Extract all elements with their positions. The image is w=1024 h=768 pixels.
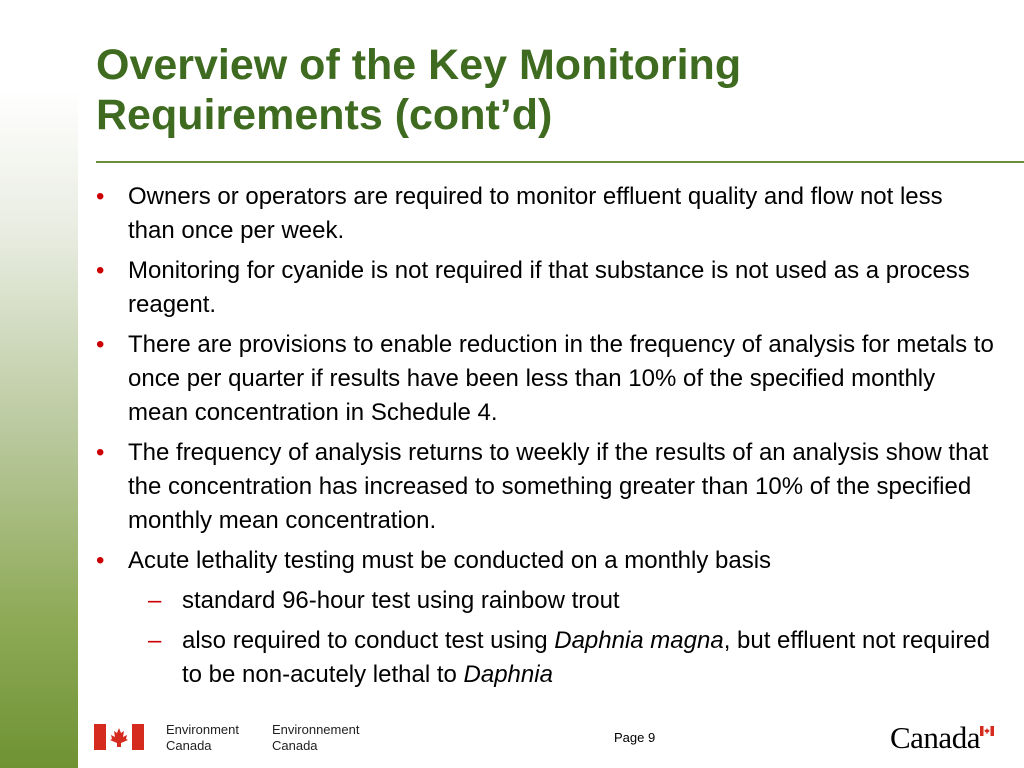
bullet-item <box>96 436 996 538</box>
bullet-marker: • <box>96 547 105 574</box>
department-name-french <box>272 722 359 754</box>
bullet-marker: • <box>96 331 105 358</box>
bullet-text: There are provisions to enable reduction in the frequency of analysis for metals to once per quarter if results have been less than 10% of the specified monthly mean concentration in Schedule 4. <box>128 331 994 426</box>
slide-title <box>96 40 996 140</box>
bullet-item <box>96 328 996 430</box>
sub-bullet-marker: – <box>148 627 162 654</box>
bullet-marker: • <box>96 439 105 466</box>
canada-wordmark-flag-icon <box>980 726 994 736</box>
bullet-text: Acute lethality testing must be conducted on a monthly basis <box>128 547 772 574</box>
page-number: Page 9 <box>614 730 656 745</box>
title-line-2: Requirements (cont’d) <box>96 91 553 139</box>
sub-bullet-item <box>96 584 996 618</box>
bullet-item <box>96 180 996 248</box>
dept-fr-line-2: Canada <box>272 738 318 753</box>
species-name: Daphnia <box>463 661 553 688</box>
sub-bullet-marker: – <box>148 587 162 614</box>
canada-wordmark: Canada <box>890 720 980 755</box>
sub-bullet-item <box>96 624 996 692</box>
bullet-item <box>96 254 996 322</box>
sub-bullet-text: , but effluent not required to be non-acutely lethal to <box>182 627 991 688</box>
title-line-1: Overview of the Key Monitoring <box>96 41 742 89</box>
sub-bullet-text: also required to conduct test using <box>182 627 555 654</box>
slide-footer <box>0 716 1024 768</box>
side-gradient-strip <box>0 90 78 768</box>
bullet-text: Monitoring for cyanide is not required if that substance is not used as a process reagent. <box>128 257 970 318</box>
bullet-text: Owners or operators are required to monitor effluent quality and flow not less than once per week. <box>128 183 943 244</box>
dept-en-line-2: Canada <box>166 738 212 753</box>
dept-en-line-1: Environment <box>166 722 239 737</box>
species-name: Daphnia magna <box>554 627 724 654</box>
bullet-list <box>96 180 996 698</box>
department-name-english <box>166 722 239 754</box>
dept-fr-line-1: Environnement <box>272 722 360 737</box>
sub-bullet-text: standard 96-hour test using rainbow trout <box>182 587 620 614</box>
bullet-marker: • <box>96 183 105 210</box>
bullet-item <box>96 544 996 578</box>
canada-flag-icon <box>94 724 144 750</box>
title-divider <box>96 161 1024 163</box>
bullet-text: The frequency of analysis returns to weekly if the results of an analysis show that the concentration has increased to something greater than 10% of the specified monthly mean concentration. <box>128 439 989 534</box>
bullet-marker: • <box>96 257 105 284</box>
